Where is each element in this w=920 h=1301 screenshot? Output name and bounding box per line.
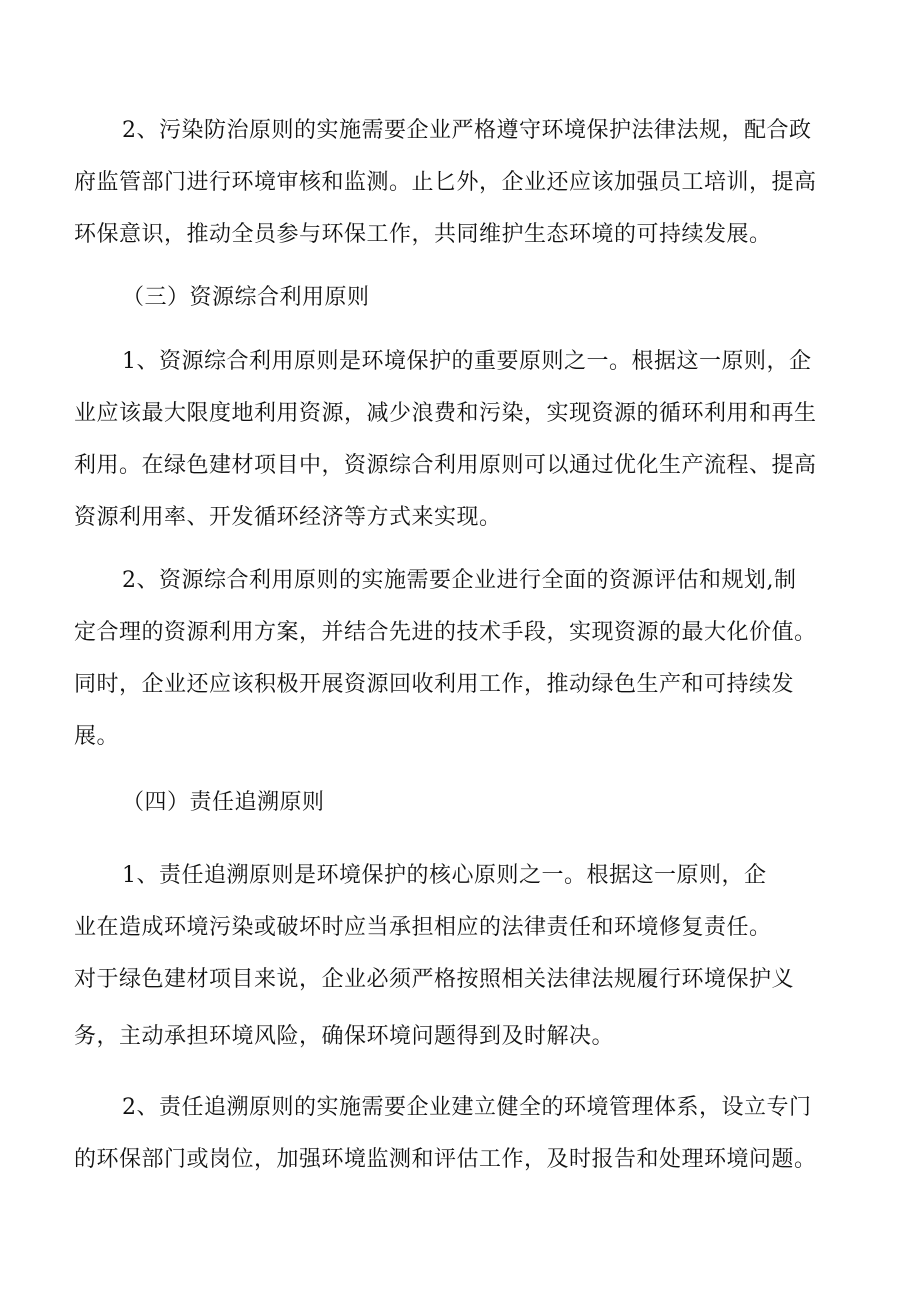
text-line: 环保意识，推动全员参与环保工作，共同维护生态环境的可持续发展。 [74,222,772,247]
text-line: 2、资源综合利用原则的实施需要企业进行全面的资源评估和规划,制 [122,568,797,593]
text-line: 府监管部门进行环境审核和监测。止匕外，企业还应该加强员工培训，提高 [74,170,817,195]
text-line: 2、污染防治原则的实施需要企业严格遵守环境保护法律法规，配合政 [122,118,812,143]
text-line: 定合理的资源利用方案，并结合先进的技术手段，实现资源的最大化价值。 [74,620,817,645]
section-heading-3: （三）资源综合利用原则 [122,285,370,310]
text-line: 同时，企业还应该积极开展资源回收利用工作，推动绿色生产和可持续发 [74,672,795,697]
text-line: 1、责任追溯原则是环境保护的核心原则之一。根据这一原则，企 [122,863,767,888]
text-line: 2、责任追溯原则的实施需要企业建立健全的环境管理体系，设立专门 [122,1095,812,1120]
text-line: 务，主动承担环境风险，确保环境问题得到及时解决。 [74,1024,615,1049]
text-line: 展。 [74,724,120,749]
text-line: 利用。在绿色建材项目中，资源综合利用原则可以通过优化生产流程、提高 [74,453,817,478]
text-line: 1、资源综合利用原则是环境保护的重要原则之一。根据这一原则，企 [122,349,812,374]
text-line: 的环保部门或岗位，加强环境监测和评估工作，及时报告和处理环境问题。 [74,1147,817,1172]
section-heading-4: （四）责任追溯原则 [122,790,325,815]
text-line: 业在造成环境污染或破坏时应当承担相应的法律责任和环境修复责任。 [74,915,772,940]
text-line: 对于绿色建材项目来说，企业必须严格按照相关法律法规履行环境保护义 [74,967,795,992]
text-line: 业应该最大限度地利用资源，减少浪费和污染，实现资源的循环利用和再生 [74,401,817,426]
text-line: 资源利用率、开发循环经济等方式来实现。 [74,505,502,530]
